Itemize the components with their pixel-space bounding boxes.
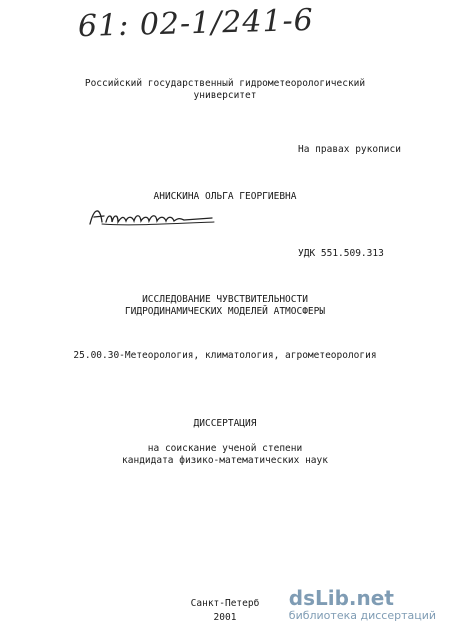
author-name: АНИСКИНА ОЛЬГА ГЕОРГИЕВНА [153,191,297,202]
watermark-logo: dsLib.net [288,586,394,610]
specialty: 25.00.30-Метеорология, климатология, агрометеорология [73,350,377,361]
watermark-subtitle: библиотека диссертаций [288,609,436,622]
document-type: ДИССЕРТАЦИЯ [193,418,257,429]
organization-line-1: Российский государственный гидрометеорологический [84,78,366,89]
degree-line-2: кандидата физико-математических наук [122,455,328,466]
degree-line-1: на соискание ученой степени [147,443,303,454]
rights-note: На правах рукописи [298,144,401,155]
signature-drawing [88,204,218,230]
city: Санкт-Петерб [190,598,260,609]
watermark [289,588,436,622]
handwritten-archive-code: 61: 02-1/241-6 [77,2,315,45]
title-line-2: ГИДРОДИНАМИЧЕСКИХ МОДЕЛЕЙ АТМОСФЕРЫ [124,306,326,317]
organization-line-2: университет [193,90,257,101]
year: 2001 [213,612,237,623]
author-signature [88,204,218,234]
udc-code: УДК 551.509.313 [298,248,384,259]
title-line-1: ИССЛЕДОВАНИЕ ЧУВСТВИТЕЛЬНОСТИ [142,294,308,305]
